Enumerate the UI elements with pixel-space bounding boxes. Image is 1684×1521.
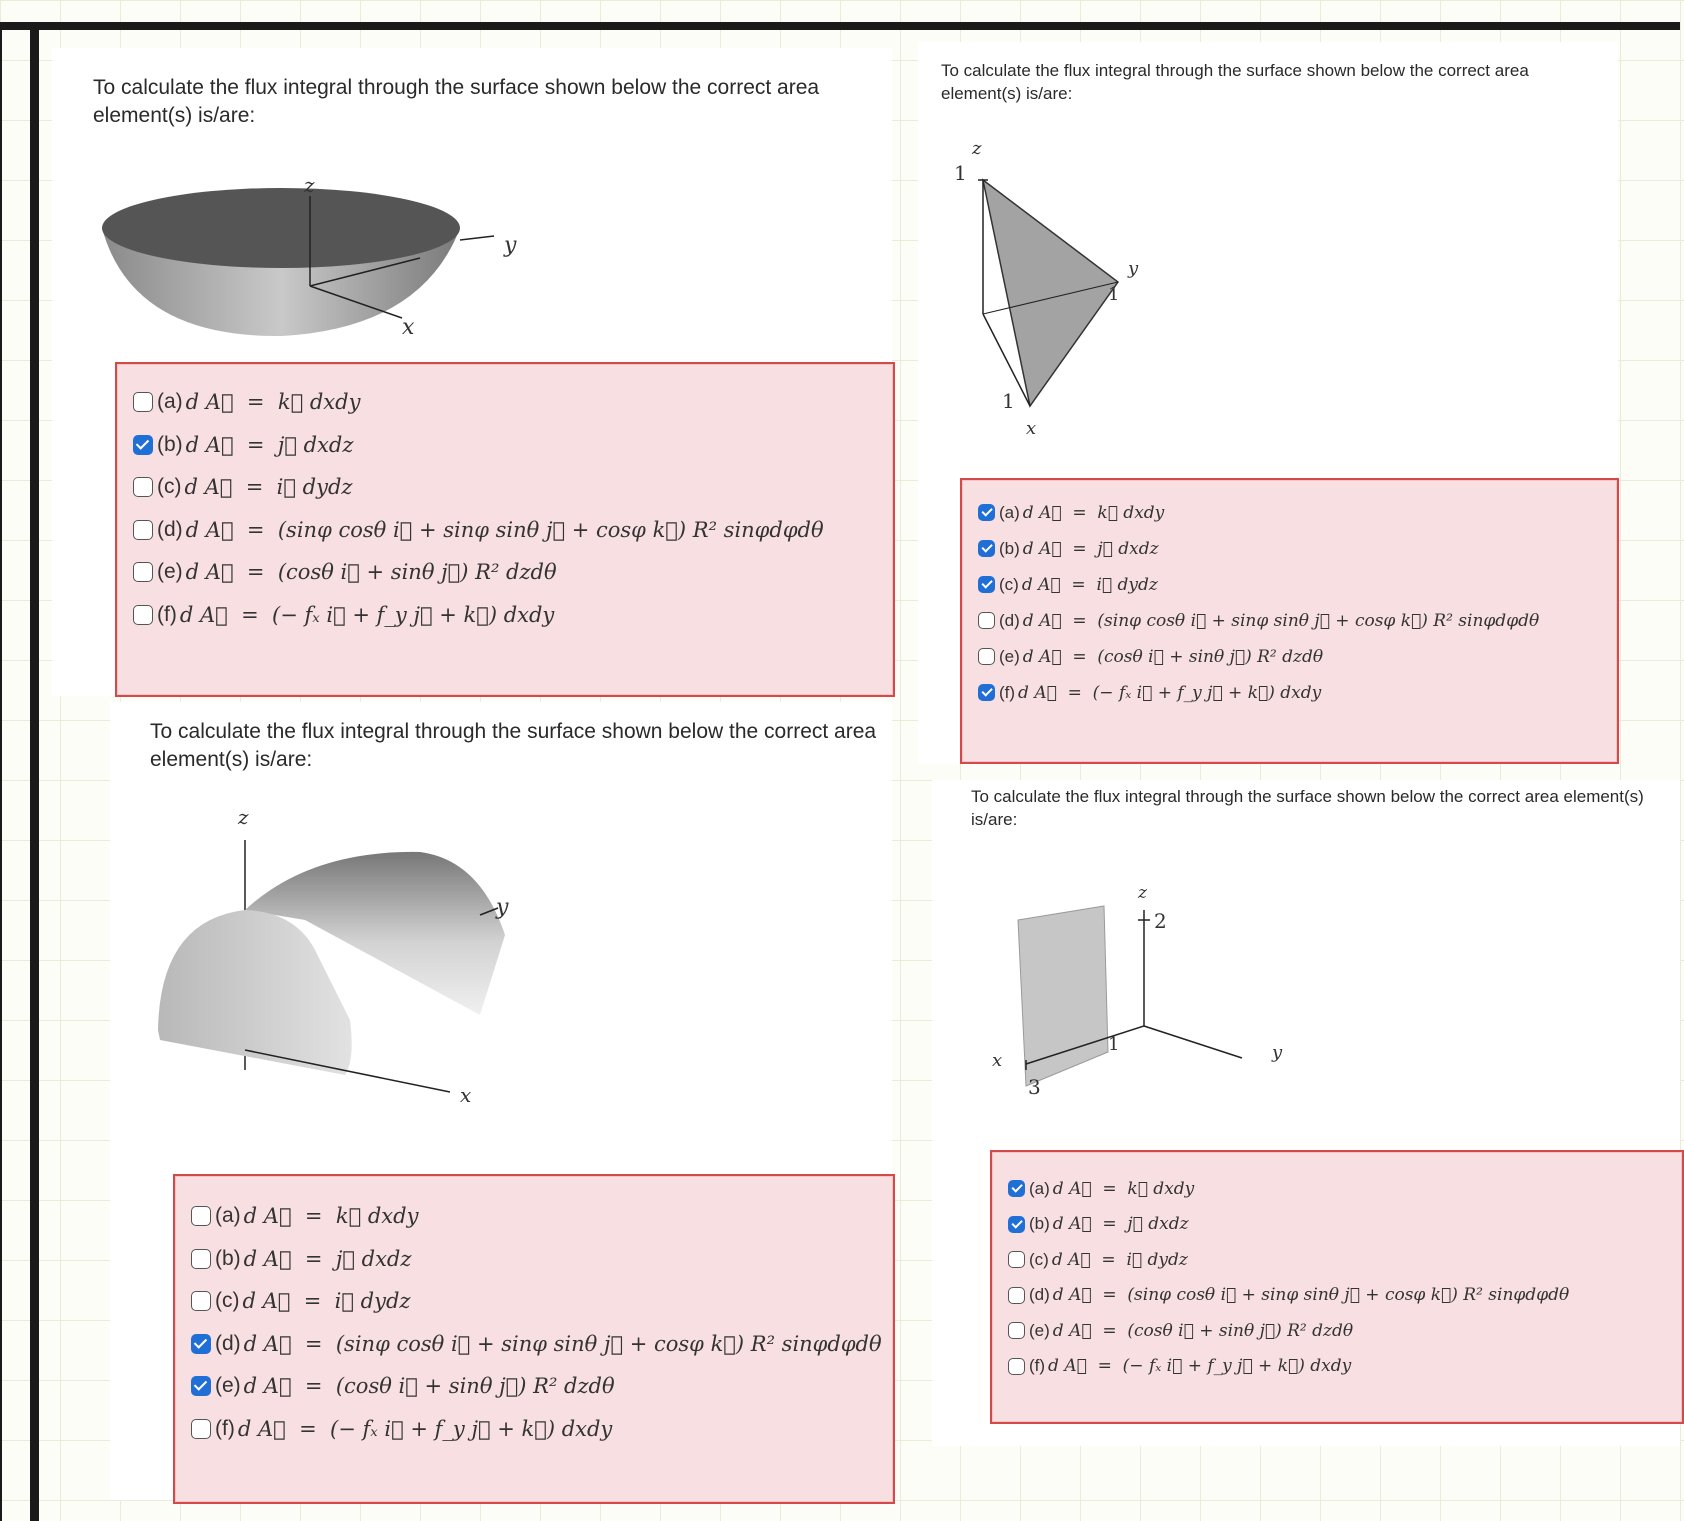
x-axis-label: x: [402, 315, 415, 340]
z-tick-label: 1: [954, 161, 967, 185]
option-formula: d A⃗ = (sinφ cosθ i⃗ + sinφ sinθ j⃗ + cosφ k⃗) R² sinφdφdθ: [1022, 610, 1540, 631]
option-formula: d A⃗ = i⃗ dydz: [242, 1289, 411, 1313]
option-label: (a): [157, 390, 183, 413]
x-tick-label: 3: [1028, 1075, 1041, 1099]
checkbox-checked[interactable]: [978, 684, 995, 701]
answer-option-d[interactable]: [1008, 1283, 1569, 1308]
option-formula: d A⃗ = (sinφ cosθ i⃗ + sinφ sinθ j⃗ + cosφ k⃗) R² sinφdφdθ: [185, 517, 824, 542]
option-label: (e): [215, 1374, 241, 1397]
option-formula: d A⃗ = (− fₓ i⃗ + f_y j⃗ + k⃗) dxdy: [1048, 1356, 1352, 1376]
y-axis-label: y: [1128, 258, 1139, 279]
option-formula: d A⃗ = i⃗ dydz: [1051, 1249, 1188, 1270]
x-axis-label: x: [1026, 418, 1037, 439]
checkbox-checked[interactable]: [191, 1376, 211, 1396]
checkbox-unchecked[interactable]: [191, 1291, 211, 1311]
option-formula: d A⃗ = (− fₓ i⃗ + f_y j⃗ + k⃗) dxdy: [237, 1416, 613, 1441]
answer-option-d[interactable]: [133, 516, 824, 544]
hemisphere-bowl-figure: [92, 168, 517, 340]
z-tick-label: 2: [1154, 909, 1167, 933]
question-prompt: To calculate the flux integral through the surface shown below the correct area element(s) is/are:: [93, 76, 820, 128]
option-label: (c): [1029, 1249, 1049, 1269]
x-tick-label: 1: [1002, 389, 1015, 413]
answer-option-e[interactable]: [133, 558, 557, 586]
checkbox-unchecked[interactable]: [978, 612, 995, 629]
answer-option-a[interactable]: [1008, 1176, 1194, 1201]
answer-option-f[interactable]: [978, 680, 1321, 705]
checkbox-unchecked[interactable]: [133, 520, 153, 540]
checkbox-checked[interactable]: [1008, 1180, 1025, 1197]
checkbox-checked[interactable]: [1008, 1216, 1025, 1233]
cylinder-end-face: [158, 910, 352, 1075]
plane-surface: [1018, 906, 1108, 1086]
option-label: (c): [999, 574, 1019, 594]
option-label: (b): [999, 538, 1020, 558]
answer-option-e[interactable]: [978, 644, 1323, 669]
answer-option-d[interactable]: [191, 1330, 882, 1358]
option-formula: d A⃗ = (cosθ i⃗ + sinθ j⃗) R² dzdθ: [185, 560, 557, 584]
option-label: (a): [1029, 1178, 1050, 1198]
checkbox-unchecked[interactable]: [133, 392, 153, 412]
answer-option-a[interactable]: [978, 500, 1164, 525]
option-formula: d A⃗ = j⃗ dxdz: [1022, 538, 1159, 559]
answer-option-f[interactable]: [191, 1415, 612, 1443]
checkbox-unchecked[interactable]: [191, 1206, 211, 1226]
answer-option-d[interactable]: [978, 608, 1539, 633]
option-formula: d A⃗ = (sinφ cosθ i⃗ + sinφ sinθ j⃗ + cosφ k⃗) R² sinφdφdθ: [243, 1331, 882, 1356]
checkbox-unchecked[interactable]: [191, 1419, 211, 1439]
option-label: (d): [215, 1331, 241, 1355]
option-label: (a): [215, 1204, 241, 1227]
answer-option-b[interactable]: [133, 431, 353, 459]
option-formula: d A⃗ = i⃗ dydz: [184, 475, 353, 499]
y-tick-label: 1: [1108, 284, 1120, 305]
question-prompt: To calculate the flux integral through the surface shown below the correct area element(s) is/are:: [971, 787, 1644, 829]
question-prompt: To calculate the flux integral through the surface shown below the correct area element(s) is/are:: [150, 720, 877, 772]
y-axis-ext: [460, 236, 494, 240]
answer-options-4: [990, 1150, 1684, 1424]
checkbox-unchecked[interactable]: [133, 605, 153, 625]
z-axis-label: z: [304, 173, 315, 197]
question-prompt: To calculate the flux integral through the surface shown below the correct area element(s) is/are:: [941, 61, 1529, 103]
answer-option-a[interactable]: [133, 388, 360, 416]
option-formula: d A⃗ = (sinφ cosθ i⃗ + sinφ sinθ j⃗ + cosφ k⃗) R² sinφdφdθ: [1052, 1285, 1570, 1305]
triangle-surface-figure: [948, 138, 1188, 442]
left-edge-line: [0, 30, 2, 1521]
option-label: (b): [157, 432, 183, 456]
option-label: (c): [215, 1289, 240, 1312]
option-formula: d A⃗ = (cosθ i⃗ + sinθ j⃗) R² dzdθ: [1022, 646, 1324, 667]
x-axis-label: x: [460, 1083, 472, 1107]
half-cylinder-figure: [150, 800, 530, 1120]
option-formula: d A⃗ = k⃗ dxdy: [185, 390, 361, 414]
option-formula: d A⃗ = k⃗ dxdy: [1022, 502, 1165, 523]
left-border: [30, 22, 39, 1521]
x-axis-label: x: [992, 1050, 1003, 1071]
answer-option-e[interactable]: [191, 1372, 615, 1400]
answer-option-b[interactable]: [978, 536, 1159, 561]
checkbox-unchecked[interactable]: [133, 562, 153, 582]
checkbox-checked[interactable]: [978, 504, 995, 521]
answer-option-b[interactable]: [1008, 1212, 1189, 1237]
option-label: (c): [157, 475, 182, 498]
answer-option-a[interactable]: [191, 1202, 418, 1230]
option-formula: d A⃗ = (cosθ i⃗ + sinθ j⃗) R² dzdθ: [1052, 1320, 1354, 1341]
option-formula: d A⃗ = (− fₓ i⃗ + f_y j⃗ + k⃗) dxdy: [179, 602, 555, 627]
option-label: (e): [157, 560, 183, 583]
checkbox-unchecked[interactable]: [1008, 1251, 1025, 1268]
option-formula: d A⃗ = k⃗ dxdy: [1052, 1178, 1195, 1199]
option-formula: d A⃗ = j⃗ dxdz: [243, 1246, 412, 1271]
checkbox-unchecked[interactable]: [191, 1249, 211, 1269]
z-axis-label: z: [972, 138, 982, 159]
y-axis-label: y: [504, 233, 517, 258]
checkbox-unchecked[interactable]: [1008, 1322, 1025, 1339]
checkbox-checked[interactable]: [191, 1334, 211, 1354]
answer-option-c[interactable]: [133, 473, 353, 501]
answer-option-e[interactable]: [1008, 1318, 1353, 1343]
answer-options-3: [173, 1174, 895, 1504]
option-label: (f): [999, 682, 1016, 702]
top-border: [0, 22, 1680, 30]
answer-option-f[interactable]: [1008, 1354, 1351, 1379]
y-axis: [1144, 1026, 1242, 1058]
option-label: (e): [999, 646, 1020, 666]
option-label: (b): [1029, 1214, 1050, 1233]
option-label: (a): [999, 502, 1020, 522]
option-label: (d): [1029, 1285, 1050, 1304]
checkbox-unchecked[interactable]: [1008, 1358, 1025, 1375]
option-label: (d): [999, 610, 1020, 630]
bowl-rim: [102, 188, 460, 268]
option-label: (f): [215, 1416, 235, 1440]
option-label: (e): [1029, 1320, 1050, 1340]
option-label: (d): [157, 517, 183, 541]
checkbox-checked[interactable]: [978, 576, 995, 593]
answer-option-c[interactable]: [191, 1287, 411, 1315]
checkbox-checked[interactable]: [133, 435, 153, 455]
answer-option-c[interactable]: [978, 572, 1158, 597]
y-tick-label: 1: [1108, 1034, 1120, 1055]
answer-option-b[interactable]: [191, 1245, 411, 1273]
checkbox-unchecked[interactable]: [133, 477, 153, 497]
option-label: (f): [157, 602, 177, 626]
z-axis-label: z: [1138, 883, 1147, 903]
z-axis-label: z: [238, 805, 249, 829]
checkbox-checked[interactable]: [978, 540, 995, 557]
answer-option-f[interactable]: [133, 601, 554, 629]
option-label: (f): [1029, 1356, 1046, 1375]
option-formula: d A⃗ = (cosθ i⃗ + sinθ j⃗) R² dzdθ: [243, 1374, 615, 1398]
triangle-surface: [983, 180, 1118, 406]
option-formula: d A⃗ = (− fₓ i⃗ + f_y j⃗ + k⃗) dxdy: [1018, 682, 1322, 703]
option-formula: d A⃗ = k⃗ dxdy: [243, 1204, 419, 1228]
answer-option-c[interactable]: [1008, 1247, 1188, 1272]
option-formula: d A⃗ = j⃗ dxdz: [185, 432, 354, 457]
option-formula: d A⃗ = i⃗ dydz: [1021, 574, 1158, 595]
option-label: (b): [215, 1246, 241, 1270]
y-axis-label: y: [1272, 1042, 1283, 1063]
answer-options-2: [960, 478, 1619, 764]
option-formula: d A⃗ = j⃗ dxdz: [1052, 1214, 1189, 1234]
vertical-plane-figure: [982, 864, 1362, 1124]
checkbox-unchecked[interactable]: [978, 648, 995, 665]
checkbox-unchecked[interactable]: [1008, 1287, 1025, 1304]
answer-options-1: [115, 362, 895, 697]
y-axis-label: y: [496, 895, 509, 920]
